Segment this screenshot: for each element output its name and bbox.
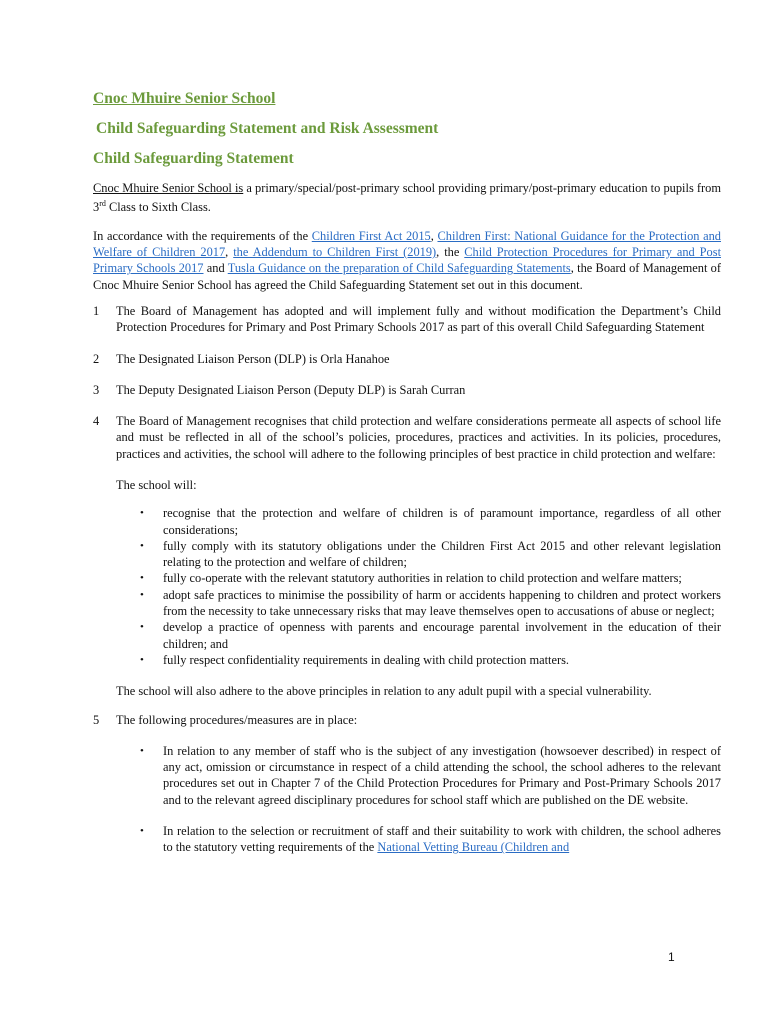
- bullet: •: [140, 588, 144, 601]
- intro-paragraph-1: Cnoc Mhuire Senior School is a primary/special/post-primary school providing primary/post-primary education to pupils from 3rd Class to Sixth Class.: [93, 181, 721, 215]
- section-heading: Child Safeguarding Statement: [93, 150, 294, 167]
- list-item: • develop a practice of openness with parents and encourage parental involvement in the education of their children; and: [140, 620, 721, 651]
- list-item: • fully co-operate with the relevant statutory authorities in relation to child protection and welfare matters;: [140, 571, 682, 586]
- bullet: •: [140, 572, 144, 585]
- adult-pupil-paragraph: The school will also adhere to the above principles in relation to any adult pupil with a special vulnerability.: [116, 684, 652, 699]
- list-item: • fully respect confidentiality requirements in dealing with child protection matters.: [140, 652, 570, 667]
- intro-paragraph-2: In accordance with the requirements of the Children First Act 2015, Children First: National Guidance for the Protection and Welfare of Children 2017, the Addendum to Children First (2019), the Child Protection Procedures for Primary and Post Primary Schools 2017 and Tusla Guidance on the preparation of Child Safeguarding Statements, the Board of Management of Cnoc Mhuire Senior School has agreed the Child Safeguarding Statement set out in this document.: [93, 228, 722, 292]
- link-national-guidance[interactable]: Children First: National Guidance for the Protection and Welfare of Children 2017: [93, 228, 721, 260]
- list-item: • fully comply with its statutory obligations under the Children First Act 2015 and other relevant legislation relating to the protection and welfare of children;: [140, 538, 721, 570]
- link-tusla-guidance[interactable]: Tusla Guidance on the preparation of Child Safeguarding Statements: [227, 261, 571, 276]
- bullet: •: [140, 653, 144, 666]
- item-number: 4: [93, 414, 100, 429]
- bullet: •: [140, 621, 144, 634]
- link-national-vetting-bureau[interactable]: National Vetting Bureau (Children and: [377, 840, 570, 855]
- bullet: •: [140, 507, 144, 520]
- school-will-label: The school will:: [116, 477, 197, 492]
- bullet: •: [140, 825, 144, 838]
- item-text: The Deputy Designated Liaison Person (Deputy DLP) is Sarah Curran: [116, 382, 466, 397]
- school-name-underlined: Cnoc Mhuire Senior School is: [93, 181, 244, 195]
- bullet: •: [140, 744, 144, 757]
- list-item: • recognise that the protection and welfare of children is of paramount importance, regardless of all other considerations;: [140, 506, 721, 537]
- numbered-item-3: [93, 382, 721, 398]
- list-item: • In relation to the selection or recruitment of staff and their suitability to work with children, the school adheres to the statutory vetting requirements of the National Vetting Bureau (Children and: [140, 824, 721, 855]
- numbered-item-2: [93, 351, 721, 367]
- page-number: 1: [668, 950, 675, 964]
- principles-list: [93, 505, 721, 668]
- item-text: The Board of Management has adopted and will implement fully and without modification the Department’s Child Protection Procedures for Primary and Post Primary Schools 2017 as part of this overall Child Safeguarding Statement: [116, 303, 721, 335]
- document-body: [93, 89, 721, 871]
- numbered-item-5: [93, 712, 721, 728]
- link-children-first-act[interactable]: Children First Act 2015: [311, 228, 431, 243]
- item-number: 1: [93, 303, 100, 318]
- numbered-item-1: [93, 303, 721, 336]
- school-heading: Cnoc Mhuire Senior School: [93, 90, 276, 107]
- list-item: • In relation to any member of staff who is the subject of any investigation (howsoever described) in respect of any act, omission or circumstance in respect of a child attending the school, the school adheres to the relevant procedures set out in Chapter 7 of the Child Protection Procedures for Primary and Post-Primary Schools 2017 and to the relevant agreed disciplinary procedures for school staff which are published on the DE website.: [140, 743, 721, 807]
- item-number: 2: [93, 351, 100, 366]
- document-title: Child Safeguarding Statement and Risk Assessment: [96, 120, 439, 137]
- numbered-item-4: [93, 413, 721, 462]
- item-number: 3: [93, 382, 100, 397]
- item-number: 5: [93, 712, 100, 727]
- list-item: • adopt safe practices to minimise the possibility of harm or accidents happening to children and protect workers from the necessity to take unnecessary risks that may leave themselves open to accusations of abuse or neglect;: [140, 587, 721, 619]
- bullet: •: [140, 539, 144, 552]
- link-child-protection-procedures[interactable]: Child Protection Procedures for Primary and Post Primary Schools 2017: [93, 245, 722, 276]
- item-text: The Board of Management recognises that child protection and welfare considerations permeate all aspects of school life and must be reflected in all of the school’s policies, procedures, practices and activities. In its policies, procedures, practices and activities, the school will adhere to the following principles of best practice in child protection and welfare:: [116, 414, 721, 461]
- item-text: The Designated Liaison Person (DLP) is Orla Hanahoe: [116, 351, 390, 366]
- procedures-list: [93, 743, 721, 856]
- link-addendum[interactable]: the Addendum to Children First (2019): [233, 245, 437, 260]
- item-text: The following procedures/measures are in place:: [116, 712, 358, 727]
